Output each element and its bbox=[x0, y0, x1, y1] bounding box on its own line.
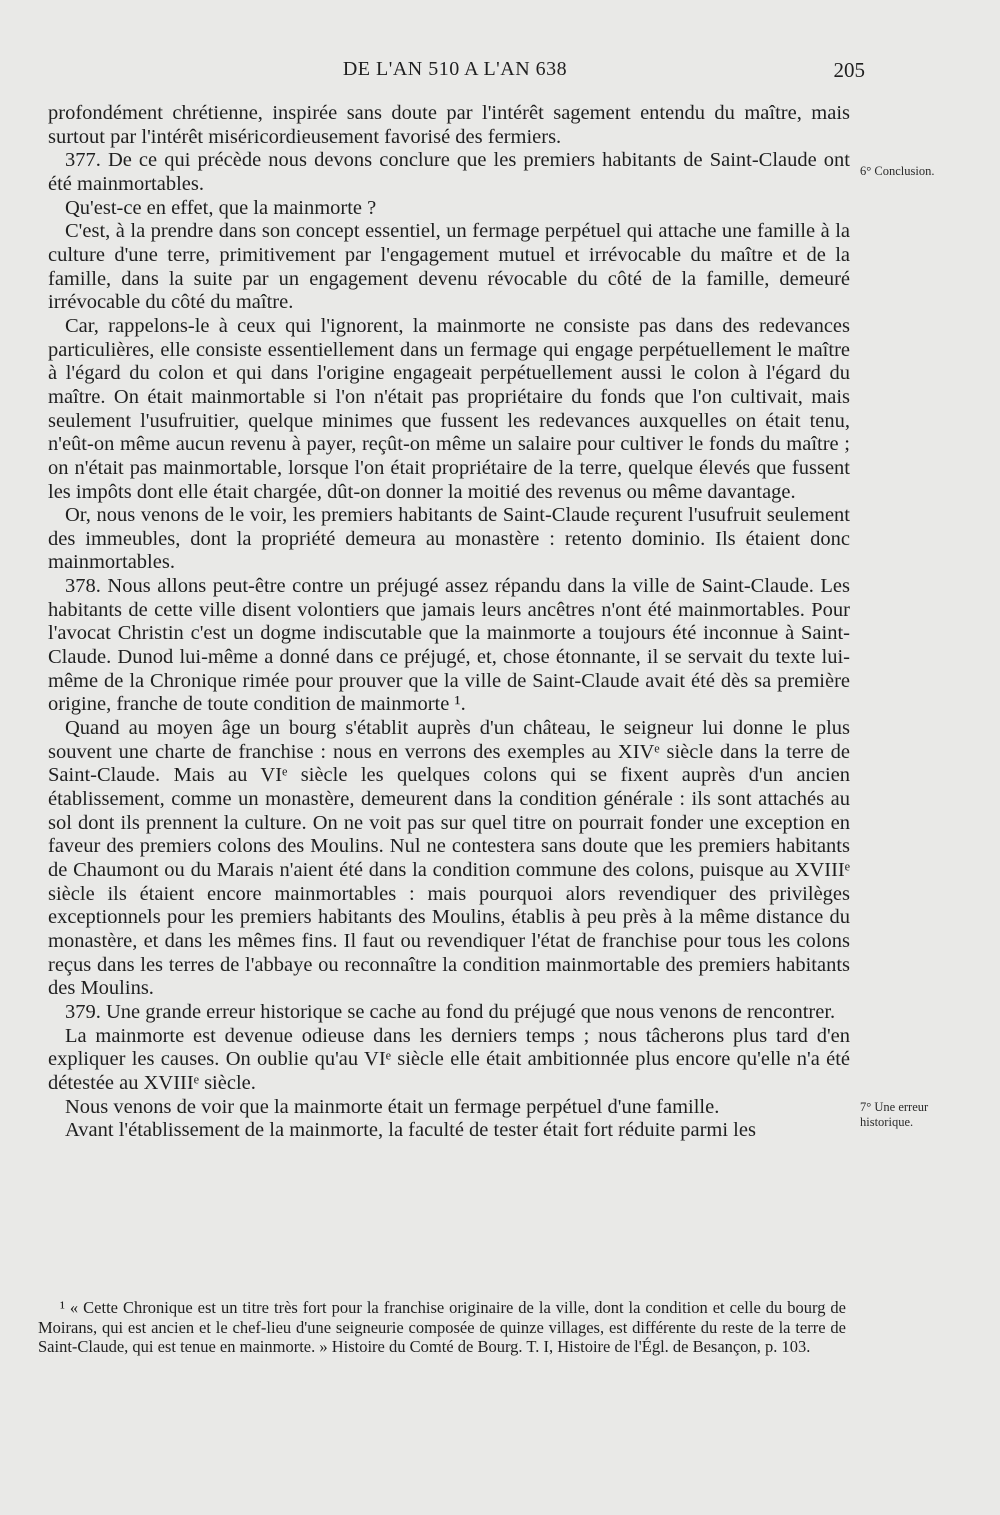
page-number: 205 bbox=[833, 58, 865, 82]
margin-note-erreur-historique: 7° Une erreur historique. bbox=[860, 1100, 929, 1129]
paragraph: 379. Une grande erreur historique se cache au fond du préjugé que nous venons de rencontrer. bbox=[65, 1000, 836, 1023]
paragraph: Avant l'établissement de la mainmorte, la faculté de tester était fort réduite parmi les bbox=[65, 1119, 756, 1142]
paragraph: 377. De ce qui précède nous devons conclure que les premiers habitants de Saint-Claude ont été mainmortables. bbox=[48, 149, 850, 195]
paragraph: Car, rappelons-le à ceux qui l'ignorent, la mainmorte ne consiste pas dans des redevances particulières, elle consiste essentiellement dans un fermage qui engage perpétuellement le maître à l'égard du colon et qui dans l'origine engageait perpétuellement aussi le colon à l'égard du maître. On était mainmortable si l'on n'était pas propriétaire du fonds que l'on cultivait, mais seulement l'usufruitier, quelque minimes que fussent les redevances auxquelles on était tenu, n'eût-on même aucun revenu à payer, reçût-on même un salaire pour cultiver le fonds du maître ; on n'était pas mainmortable, lorsque l'on était propriétaire de la terre, quelque élevés que fussent les impôts dont elle était chargée, dût-on donner la moitié des revenus ou même davantage. bbox=[48, 314, 850, 503]
footnote-text: ¹ « Cette Chronique est un titre très fort pour la franchise originaire de la ville, dont la condition et celle du bourg de Moirans, qui est ancien et le chef-lieu d'une seigneurie composée de quinze villages, est différente du reste de la terre de Saint-Claude, qui est tenue en mainmorte. » Histoire du Comté de Bourg. T. I, Histoire de l'Égl. de Besançon, p. 103. bbox=[38, 1298, 846, 1356]
paragraph: Nous venons de voir que la mainmorte était un fermage perpétuel d'une famille. bbox=[65, 1095, 720, 1118]
paragraph: profondément chrétienne, inspirée sans doute par l'intérêt sagement entendu du maître, mais surtout par l'intérêt miséricordieusement favorisé des fermiers. bbox=[48, 102, 850, 148]
running-head: DE L'AN 510 A L'AN 638 bbox=[342, 58, 568, 80]
margin-note-conclusion: 6° Conclusion. bbox=[860, 164, 935, 178]
paragraph: La mainmorte est devenue odieuse dans les derniers temps ; nous tâcherons plus tard d'en expliquer les causes. On oublie qu'au VIᵉ siècle elle était ambitionnée plus encore qu'elle n'a été détestée au XVIIIᵉ siècle. bbox=[48, 1024, 850, 1094]
paragraph: Quand au moyen âge un bourg s'établit auprès d'un château, le seigneur lui donne le plus souvent une charte de franchise : nous en verrons des exemples au XIVᵉ siècle dans la terre de Saint-Claude. Mais au VIᵉ siècle les quelques colons qui se fixent auprès d'un ancien établissement, comme un monastère, demeurent dans la condition générale : ils sont attachés au sol dont ils prennent la culture. On ne voit pas sur quel titre on pourrait fonder une exception en faveur des premiers colons des Moulins. Nul ne contestera sans doute que les premiers habitants de Chaumont ou du Marais n'aient été dans la condition commune des colons, puisque au XVIIIᵉ siècle ils étaient encore mainmortables : mais pourquoi alors revendiquer des privilèges exceptionnels pour les premiers habitants des Moulins, établis à peu près à la même distance du monastère, et dans les mêmes fins. Il faut ou revendiquer l'état de franchise pour tous les colons reçus dans les terres de l'abbaye ou reconnaître la condition mainmortable des premiers habitants des Moulins. bbox=[48, 717, 850, 1000]
paragraph: Or, nous venons de le voir, les premiers habitants de Saint-Claude reçurent l'usufruit seulement des immeubles, dont la propriété demeura au monastère : retento dominio. Ils étaient donc mainmortables. bbox=[48, 504, 850, 574]
body-text bbox=[48, 102, 850, 1143]
footnote bbox=[38, 1298, 846, 1357]
paragraph: 378. Nous allons peut-être contre un préjugé assez répandu dans la ville de Saint-Claude. Les habitants de cette ville disent volontiers que jamais leurs ancêtres n'ont été mainmortables. Pour l'avocat Christin c'est un dogme indiscutable que la mainmorte a toujours été inconnue à Saint-Claude. Dunod lui-même a donné dans ce préjugé, et, chose étonnante, il se servait du texte lui-même de la Chronique rimée pour prouver que la ville de Saint-Claude avait été dès sa première origine, franche de toute condition de mainmorte ¹. bbox=[48, 575, 850, 716]
paragraph: C'est, à la prendre dans son concept essentiel, un fermage perpétuel qui attache une famille à la culture d'une terre, primitivement par l'engagement mutuel et irrévocable du maître et de la famille, dans la suite par un engagement devenu révocable du côté de la famille, demeuré irrévocable du côté du maître. bbox=[48, 220, 850, 314]
page-header bbox=[60, 58, 865, 90]
paragraph: Qu'est-ce en effet, que la mainmorte ? bbox=[65, 196, 377, 219]
